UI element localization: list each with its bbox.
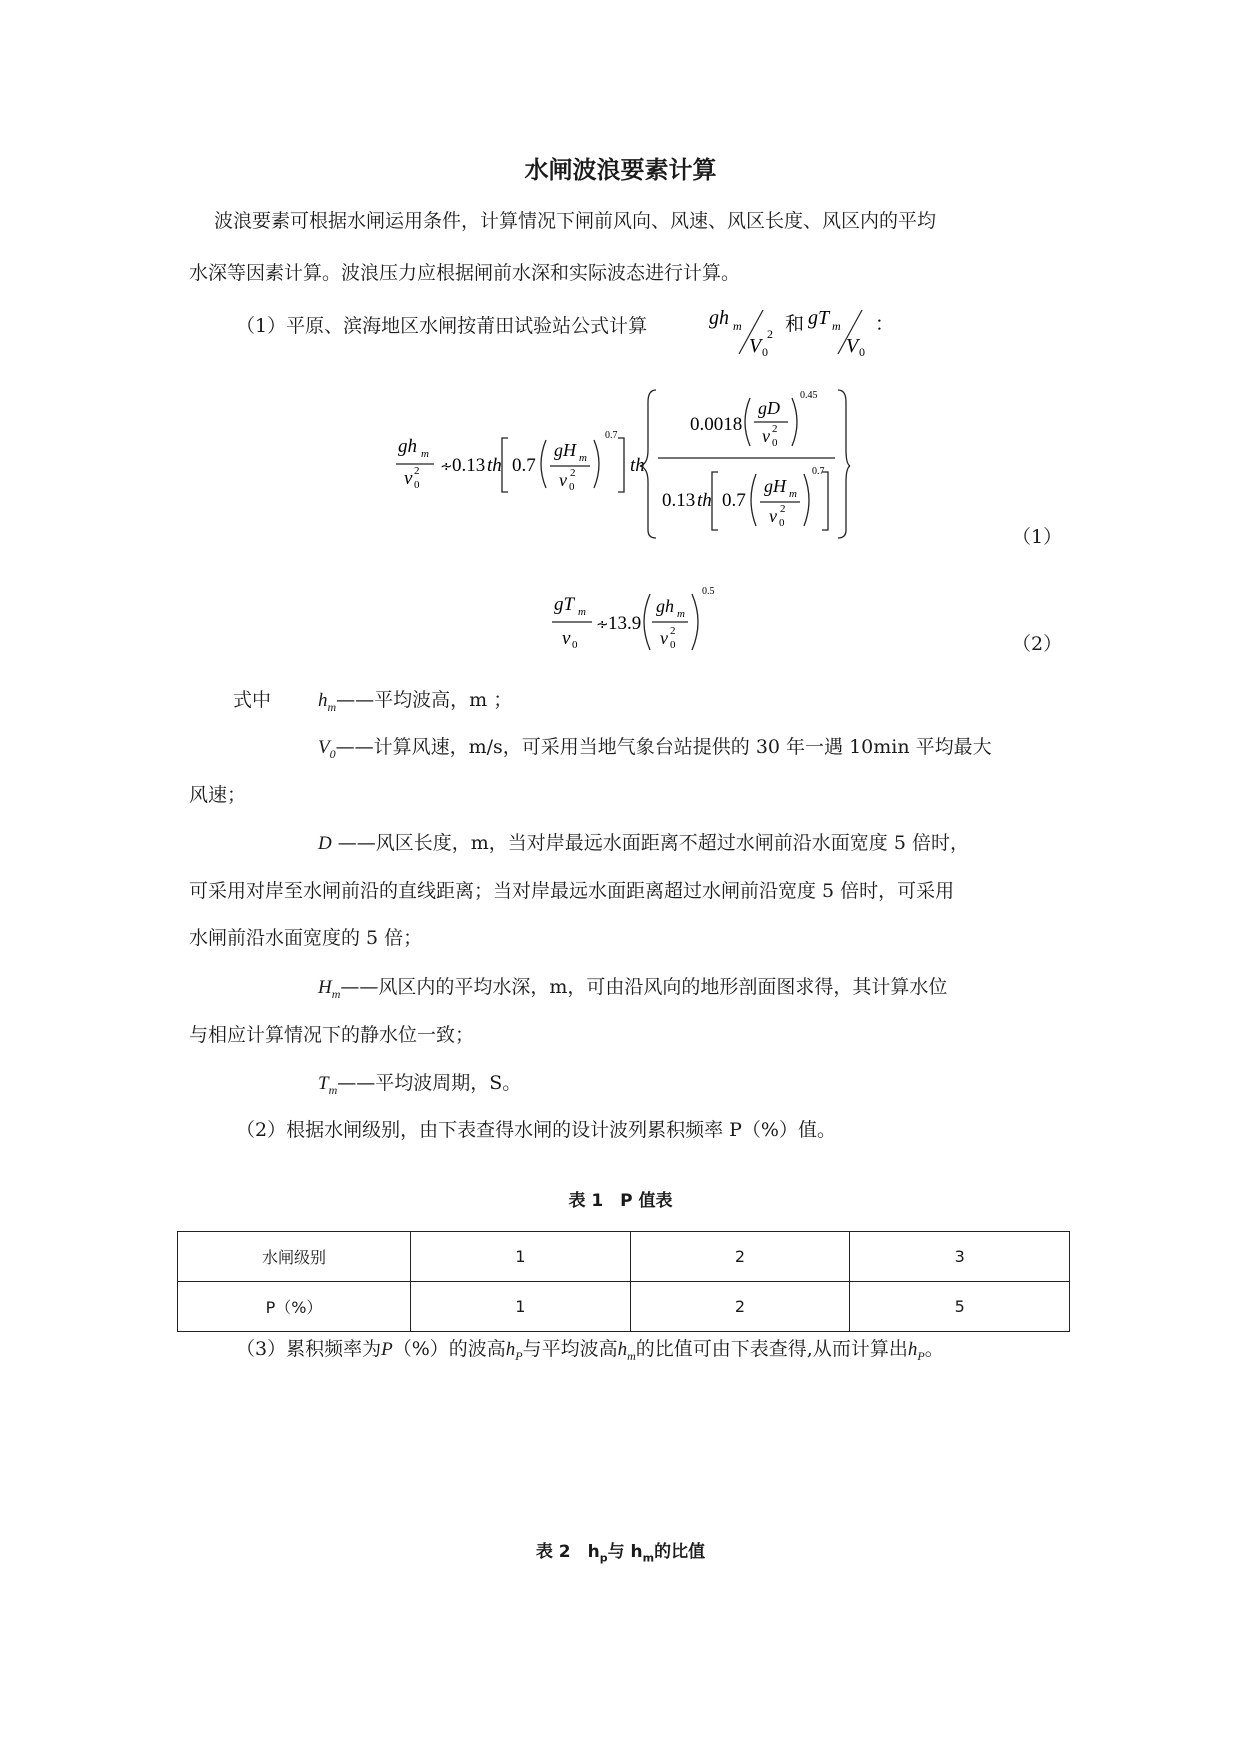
table-cell: 5 [850, 1282, 1070, 1332]
svg-text:V: V [749, 335, 762, 357]
definitions-label: 式中 [233, 689, 272, 711]
table-cell: 2 [630, 1232, 850, 1282]
svg-text:∻: ∻ [596, 617, 609, 633]
svg-text:gT: gT [808, 307, 830, 329]
svg-text:gT: gT [554, 594, 575, 615]
def-Hm-cont: 与相应计算情况下的静水位一致； [189, 1024, 475, 1046]
table-cell: 水闸级别 [178, 1232, 411, 1282]
svg-text:th: th [697, 490, 712, 511]
step2-text: （2）根据水闸级别，由下表查得水闸的设计波列累积频率 P（%）值。 [236, 1119, 836, 1141]
intro-line-2: 水深等因素计算。波浪压力应根据闸前水深和实际波态进行计算。 [189, 262, 741, 284]
step1-inline-ratios [705, 296, 895, 360]
svg-text:∻: ∻ [440, 459, 453, 475]
svg-text:gh: gh [709, 307, 729, 329]
equation-2 [548, 582, 728, 658]
svg-text:0: 0 [670, 639, 676, 651]
svg-text:2: 2 [670, 625, 676, 637]
intro-line-1: 波浪要素可根据水闸运用条件，计算情况下闸前风向、风速、风区长度、风区内的平均 [214, 210, 937, 232]
step1-text: （1）平原、滨海地区水闸按莆田试验站公式计算 [236, 315, 648, 337]
svg-text:0.7: 0.7 [605, 430, 618, 441]
svg-text:2: 2 [767, 327, 773, 341]
table-cell: 1 [411, 1232, 631, 1282]
def-hm: $h_m——$平均波高，m ； [318, 689, 513, 714]
table-cell: P（%） [178, 1282, 411, 1332]
table1-caption: 表 1 P 值表 [568, 1191, 673, 1211]
table2-caption: 表 2 $h_p$与 $h_m$的比值 [535, 1542, 706, 1565]
svg-text:0: 0 [779, 517, 785, 529]
table-row [178, 1232, 1070, 1282]
svg-text:m: m [733, 319, 742, 333]
svg-text:v: v [762, 426, 770, 446]
svg-text:0.45: 0.45 [800, 390, 818, 401]
def-D: D ——风区长度，m，当对岸最远水面距离不超过水闸前沿水面宽度 5 倍时， [318, 832, 969, 854]
def-v0: $V_0——$计算风速，m/s，可采用当地气象台站提供的 30 年一遇 10min 平均最大 [318, 736, 992, 761]
table-cell: 2 [630, 1282, 850, 1332]
step1-and: 和 [785, 314, 805, 335]
step3-text: （3）累积频率为P（%）的波高$h_P$与平均波高$h_m$的比值可由下表查得,从而计算出$h_P$。 [236, 1338, 944, 1363]
svg-text:2: 2 [772, 423, 778, 435]
equation-2-number: （2） [1012, 633, 1063, 655]
svg-text:0: 0 [572, 639, 578, 651]
svg-text:m: m [578, 606, 586, 618]
svg-text:v: v [769, 506, 777, 526]
svg-text:v: v [562, 628, 571, 649]
svg-text:gh: gh [656, 596, 674, 616]
svg-text:m: m [421, 448, 429, 460]
def-D-cont-2: 水闸前沿水面宽度的 5 倍； [189, 927, 423, 949]
svg-text:0.5: 0.5 [702, 586, 715, 597]
page-title: 水闸波浪要素计算 [524, 156, 717, 184]
svg-text:0: 0 [762, 345, 768, 359]
equation-1-number: （1） [1012, 526, 1063, 548]
svg-text:0.0018: 0.0018 [690, 414, 743, 435]
p-value-table [177, 1231, 1070, 1332]
def-Tm: $T_m——$平均波周期，S。 [318, 1072, 522, 1097]
svg-text:0.7: 0.7 [812, 466, 825, 477]
svg-text:m: m [677, 608, 685, 620]
step1-colon: ： [875, 314, 895, 335]
svg-text:v: v [660, 628, 668, 648]
svg-text:gD: gD [758, 398, 780, 418]
svg-text:2: 2 [780, 503, 786, 515]
table-cell: 1 [411, 1282, 631, 1332]
svg-text:13.9: 13.9 [608, 613, 642, 634]
svg-text:v: v [559, 470, 567, 490]
svg-text:0: 0 [569, 481, 575, 493]
svg-text:0.13: 0.13 [452, 455, 486, 476]
table-row [178, 1282, 1070, 1332]
svg-text:m: m [789, 488, 797, 500]
table-cell: 3 [850, 1232, 1070, 1282]
svg-text:0.7: 0.7 [722, 490, 746, 511]
svg-text:0.7: 0.7 [512, 455, 536, 476]
svg-text:2: 2 [414, 465, 420, 477]
svg-text:0: 0 [772, 437, 778, 449]
svg-text:gH: gH [554, 440, 576, 460]
svg-text:0: 0 [859, 345, 865, 359]
svg-text:0.13: 0.13 [662, 490, 696, 511]
def-Hm: $H_m——$风区内的平均水深，m，可由沿风向的地形剖面图求得，其计算水位 [318, 976, 948, 1001]
svg-text:gH: gH [764, 476, 786, 496]
svg-text:th: th [487, 455, 502, 476]
equation-1 [390, 380, 850, 540]
svg-text:0: 0 [414, 479, 420, 491]
svg-text:m: m [579, 452, 587, 464]
def-D-cont-1: 可采用对岸至水闸前沿的直线距离；当对岸最远水面距离超过水闸前沿宽度 5 倍时，可采用 [189, 880, 955, 902]
svg-text:gh: gh [398, 436, 417, 457]
svg-text:V: V [846, 335, 859, 357]
svg-text:th: th [630, 455, 645, 476]
svg-text:m: m [832, 319, 841, 333]
svg-text:2: 2 [570, 467, 576, 479]
svg-text:v: v [404, 468, 413, 489]
def-v0-cont: 风速； [189, 784, 247, 806]
